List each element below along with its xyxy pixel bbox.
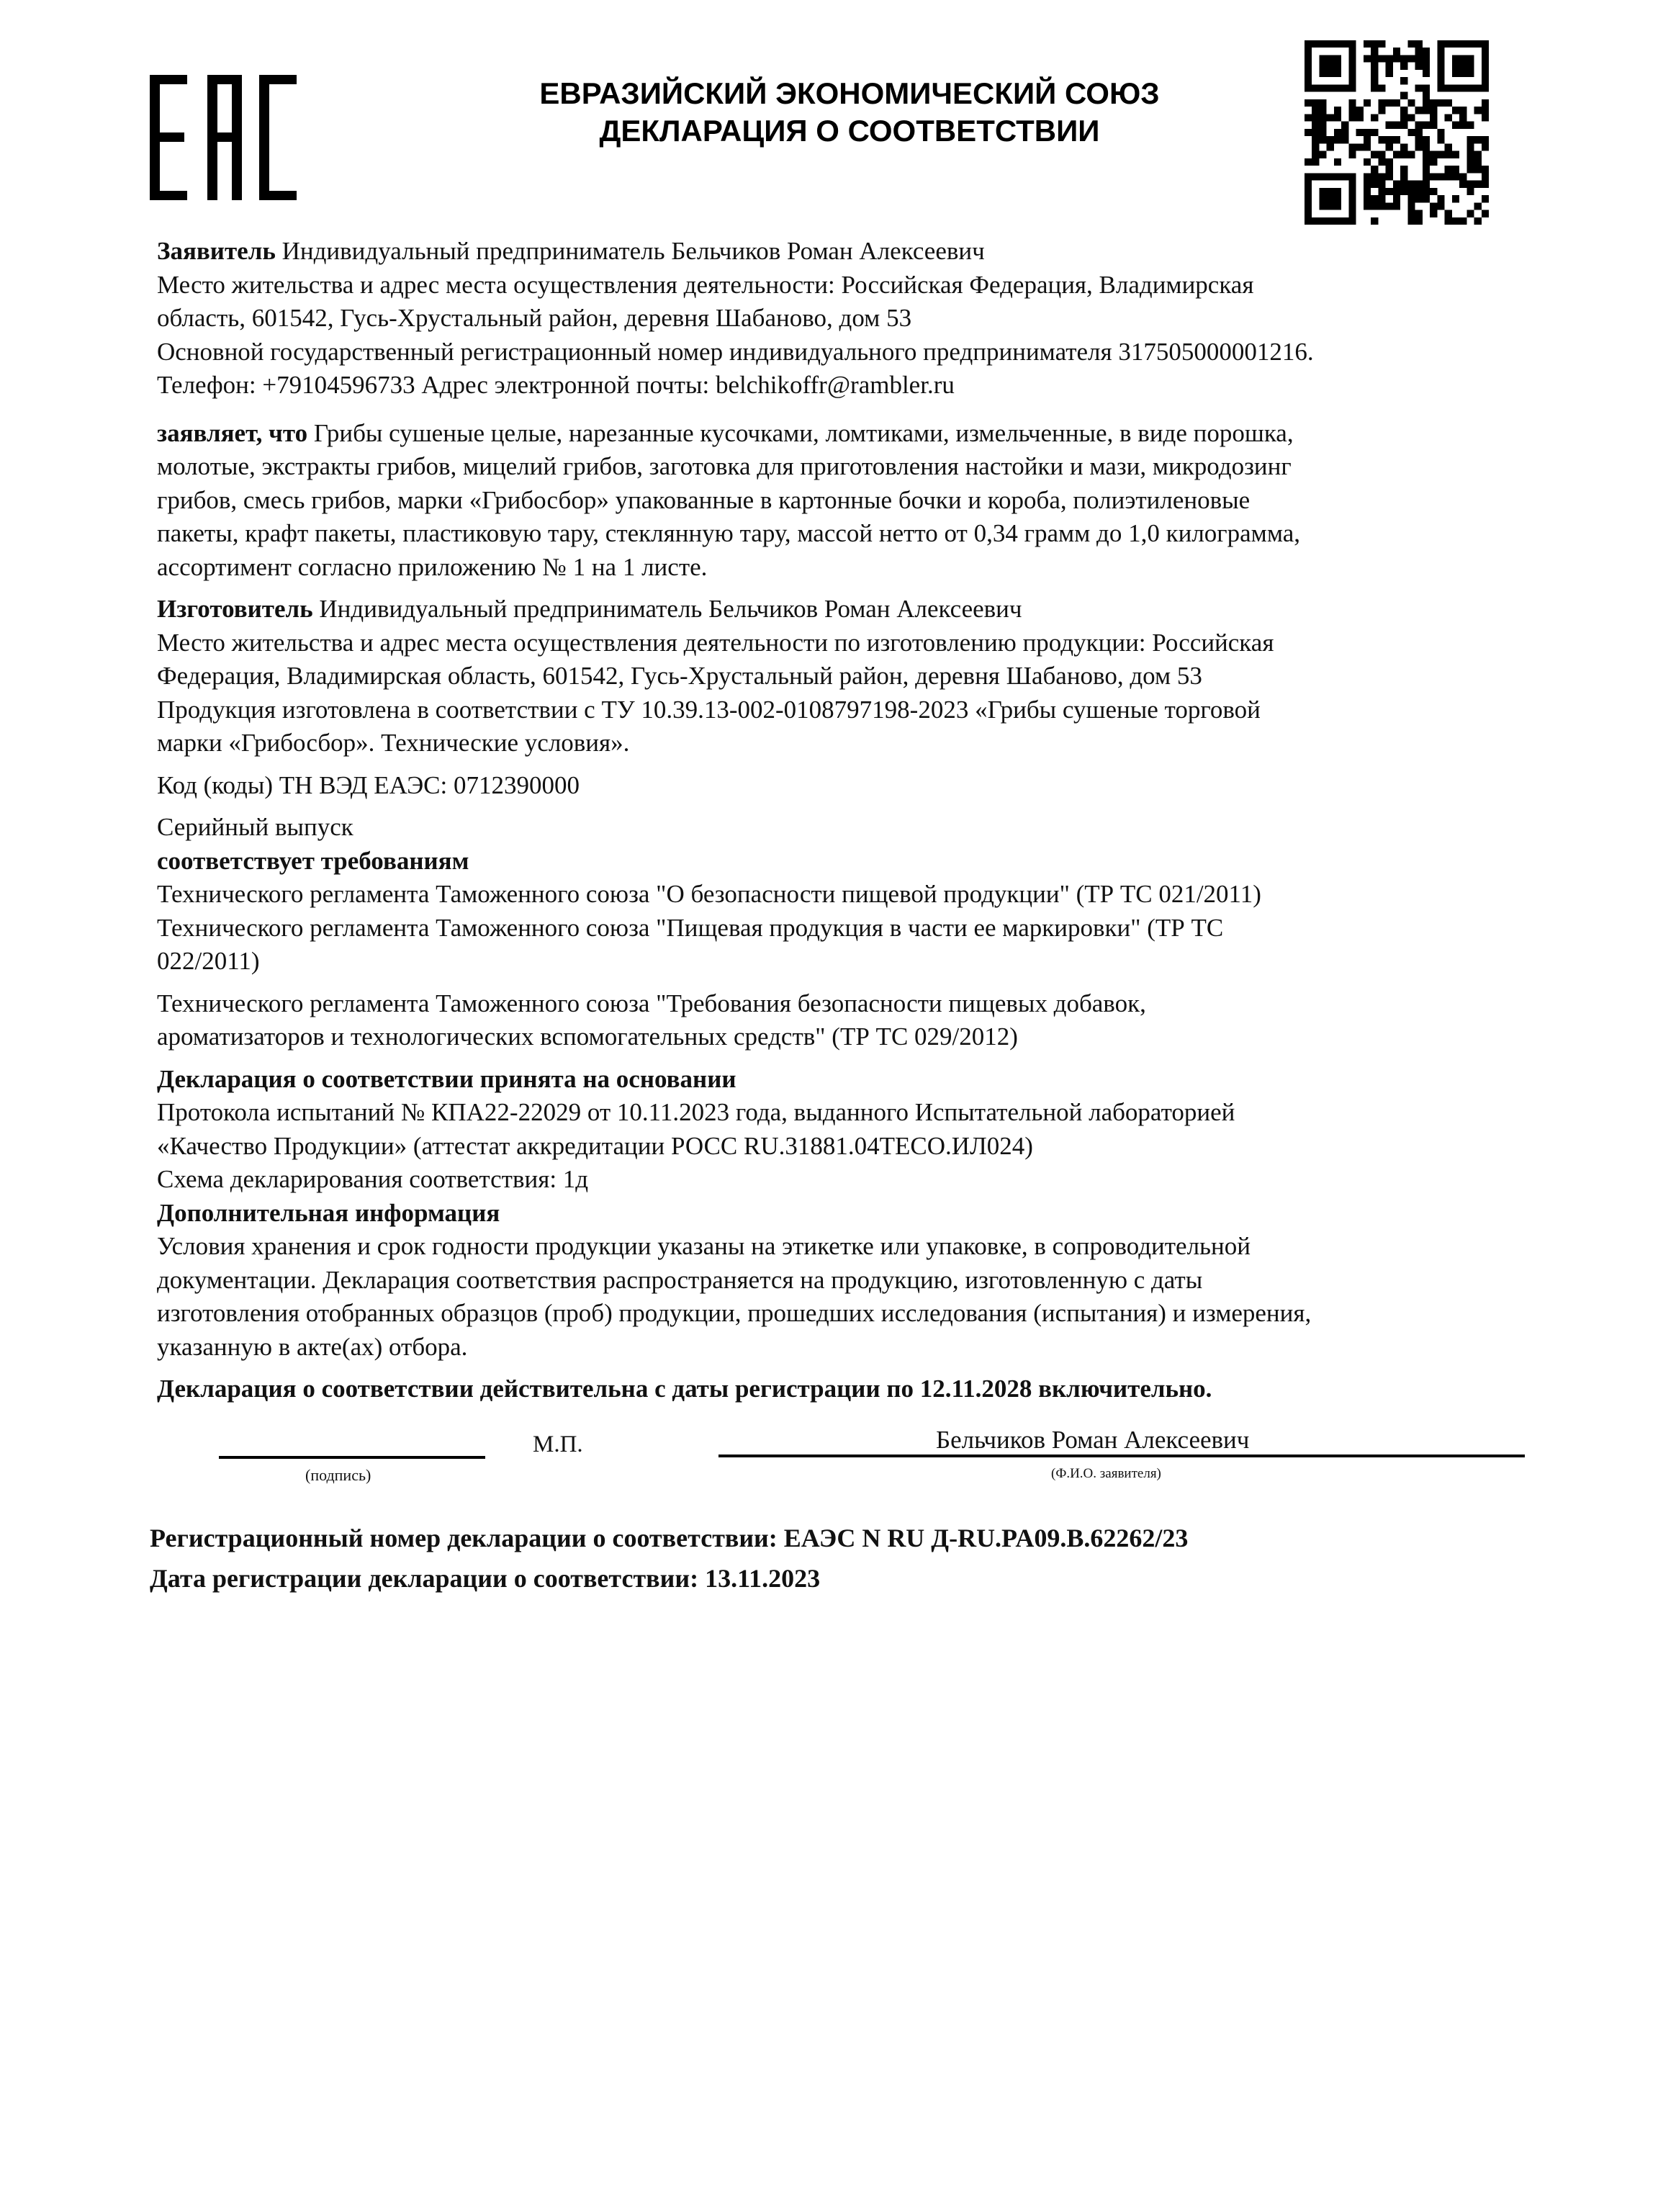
name-line (718, 1455, 1525, 1457)
applicant-name: Индивидуальный предприниматель Бельчиков Роман Алексеевич (275, 237, 985, 265)
document-title: ДЕКЛАРАЦИЯ О СООТВЕТСТВИИ (599, 114, 1100, 148)
additional-info-line-4: указанную в акте(ах) отбора. (157, 1332, 468, 1361)
additional-info-line-2: документации. Декларация соответствия распространяется на продукцию, изготовленную с даты (157, 1265, 1203, 1294)
additional-info-heading: Дополнительная информация (157, 1198, 500, 1227)
applicant-section (157, 235, 1525, 403)
applicant-contacts: Телефон: +79104596733 Адрес электронной почты: belchikoffr@rambler.ru (157, 371, 955, 399)
document-header (403, 75, 1296, 150)
seal-mark: М.П. (533, 1431, 583, 1457)
manufacturer-address-line-2: Федерация, Владимирская область, 601542, Гусь-Хрустальный район, деревня Шабаново, дом 53 (157, 662, 1202, 690)
basis-section (157, 1063, 1525, 1197)
applicant-address-line-1: Место жительства и адрес места осуществления деятельности: Российская Федерация, Владимирская (157, 270, 1254, 299)
tn-ved-code: Код (коды) ТН ВЭД ЕАЭС: 0712390000 (157, 770, 580, 799)
declares-label: заявляет, что (157, 418, 308, 447)
registration-date: Дата регистрации декларации о соответствии: 13.11.2023 (150, 1564, 821, 1593)
manufacturer-standard-line-2: марки «Грибосбор». Технические условия». (157, 729, 630, 757)
product-line-4: пакеты, крафт пакеты, пластиковую тару, стеклянную тару, массой нетто от 0,34 грамм до 1,0 килограмма, (157, 519, 1301, 547)
production-type: Серийный выпуск (157, 813, 353, 841)
manufacturer-name: Индивидуальный предприниматель Бельчиков Роман Алексеевич (312, 595, 1022, 623)
requirement-item: ароматизаторов и технологических вспомогательных средств" (ТР ТС 029/2012) (157, 1022, 1018, 1051)
declares-section (157, 417, 1525, 585)
registration-number: Регистрационный номер декларации о соответствии: ЕАЭС N RU Д-RU.PA09.B.62262/23 (150, 1524, 1189, 1552)
name-caption: (Ф.И.О. заявителя) (1051, 1466, 1161, 1481)
requirements-heading: соответствует требованиям (157, 846, 469, 875)
manufacturer-section (157, 593, 1525, 760)
product-line-2: молотые, экстракты грибов, мицелий грибов, заготовка для приготовления настойки и мази, микродозинг (157, 452, 1292, 480)
qr-code-icon (1305, 40, 1489, 225)
registration-block (150, 1518, 1554, 1599)
product-line-3: грибов, смесь грибов, марки «Грибосбор» упакованные в картонные бочки и короба, полиэтиленовые (157, 485, 1251, 514)
applicant-ogrnip: Основной государственный регистрационный номер индивидуального предпринимателя 317505000001216. (157, 337, 1314, 366)
manufacturer-label: Изготовитель (157, 595, 313, 623)
eac-logo (150, 75, 297, 200)
requirement-item: Технического регламента Таможенного союза "Пищевая продукция в части ее маркировки" (ТР ТС (157, 913, 1224, 942)
signature-block (0, 1419, 1658, 1483)
basis-line-1: Протокола испытаний № КПА22-22029 от 10.11.2023 года, выданного Испытательной лабораторией (157, 1098, 1235, 1126)
basis-line-2: «Качество Продукции» (аттестат аккредитации РОСС RU.31881.04ТЕСО.ИЛ024) (157, 1131, 1033, 1160)
additional-info-section (157, 1197, 1525, 1364)
product-line-5: ассортимент согласно приложению № 1 на 1 листе. (157, 552, 708, 581)
product-line-1: Грибы сушеные целые, нарезанные кусочками, ломтиками, измельченные, в виде порошка, (307, 418, 1294, 447)
validity-statement: Декларация о соответствии действительна с даты регистрации по 12.11.2028 включительно. (157, 1375, 1212, 1403)
requirement-item: 022/2011) (157, 947, 260, 975)
applicant-address-line-2: область, 601542, Гусь-Хрустальный район, деревня Шабаново, дом 53 (157, 304, 912, 332)
additional-info-line-3: изготовления отобранных образцов (проб) продукции, прошедших исследования (испытания) и измерения, (157, 1299, 1312, 1327)
declaration-scheme: Схема декларирования соответствия: 1д (157, 1165, 589, 1193)
signature-line (219, 1456, 485, 1459)
signature-caption: (подпись) (305, 1466, 371, 1484)
applicant-label: Заявитель (157, 237, 276, 265)
manufacturer-standard-line-1: Продукция изготовлена в соответствии с ТУ 10.39.13-002-0108797198-2023 «Грибы сушеные торговой (157, 695, 1261, 724)
signer-name: Бельчиков Роман Алексеевич (936, 1426, 1250, 1454)
additional-info-line-1: Условия хранения и срок годности продукции указаны на этикетке или упаковке, в сопроводительной (157, 1232, 1251, 1260)
manufacturer-address-line-1: Место жительства и адрес места осуществления деятельности по изготовлению продукции: Российская (157, 628, 1274, 657)
requirement-item: Технического регламента Таможенного союза "О безопасности пищевой продукции" (ТР ТС 021/2011) (157, 880, 1261, 908)
union-title: ЕВРАЗИЙСКИЙ ЭКОНОМИЧЕСКИЙ СОЮЗ (539, 76, 1160, 110)
requirements-section (157, 845, 1525, 1054)
basis-heading: Декларация о соответствии принята на основании (157, 1064, 736, 1093)
requirement-item: Технического регламента Таможенного союза "Требования безопасности пищевых добавок, (157, 989, 1146, 1017)
declaration-body (157, 235, 1525, 1364)
